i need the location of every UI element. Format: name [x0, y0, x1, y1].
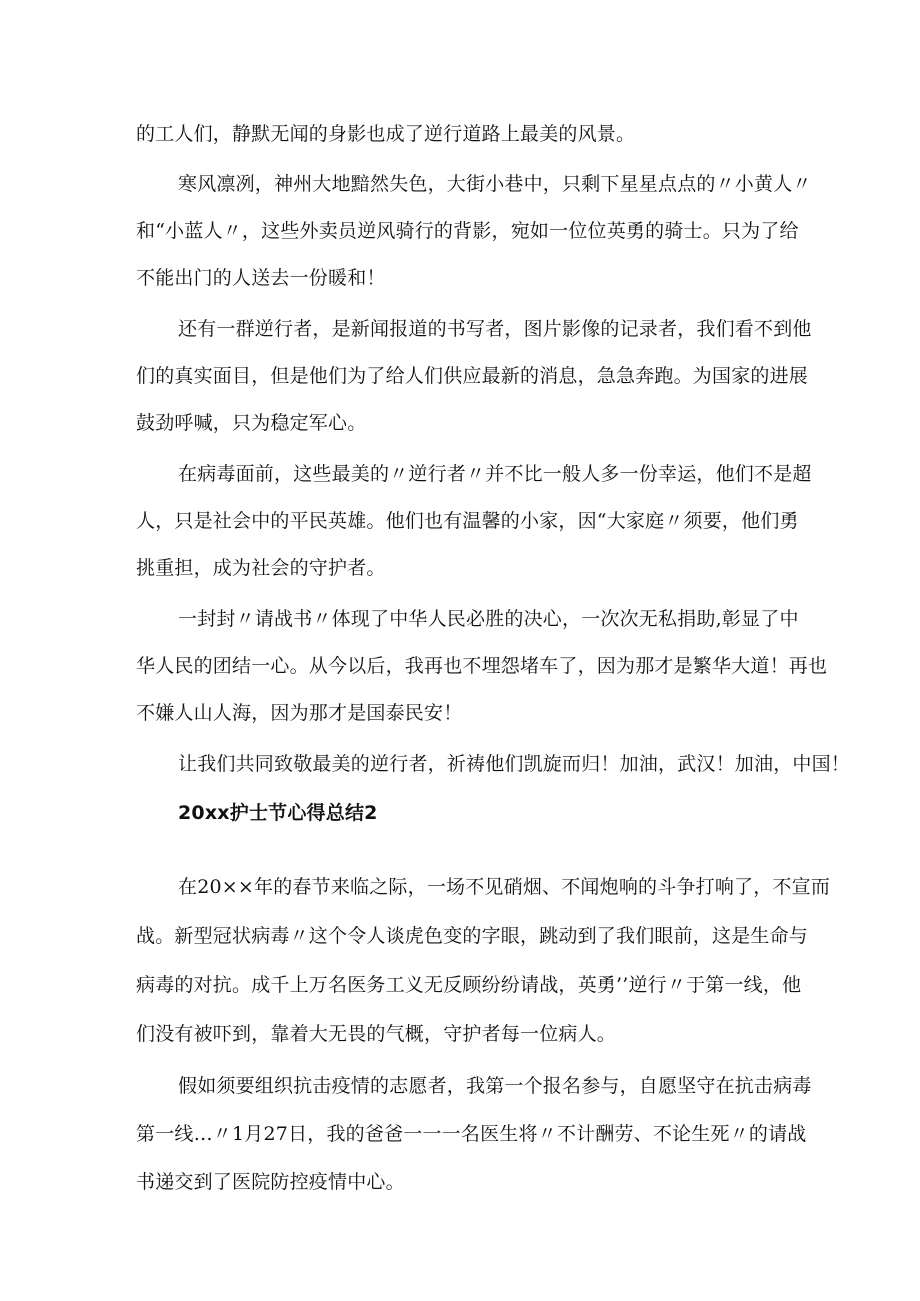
paragraph-line: 的工人们，静默无闻的身影也成了逆行道路上最美的风景。	[136, 123, 636, 145]
paragraph-line: 华人民的团结一心。从今以后，我再也不埋怨堵车了，因为那才是繁华大道！再也	[136, 655, 828, 677]
paragraph-line: 和“小蓝人〃，这些外卖员逆风骑行的背影，宛如一位位英勇的骑士。只为了给	[136, 220, 799, 242]
paragraph-line: 不嫌人山人海，因为那才是国泰民安！	[136, 702, 463, 724]
paragraph-line: 第一线…〃1月27日，我的爸爸一一一名医生将〃不计酬劳、不论生死〃的请战	[136, 1123, 807, 1145]
paragraph-line: 们没有被吓到，靠着大无畏的气概，守护者每一位病人。	[136, 1023, 617, 1045]
paragraph-line: 人，只是社会中的平民英雄。他们也有温馨的小家，因“大家庭〃须要，他们勇	[136, 510, 799, 532]
section-heading: 20xx护士节心得总结2	[178, 802, 378, 824]
paragraph-line: 书递交到了医院防控疫情中心。	[136, 1171, 405, 1193]
paragraph-line: 们的真实面目，但是他们为了给人们供应最新的消息，急急奔跑。为国家的进展	[136, 365, 809, 387]
paragraph-line: 在20××年的春节来临之际，一场不见硝烟、不闻炮响的斗争打响了，不宣而	[178, 876, 831, 898]
paragraph-line: 在病毒面前，这些最美的〃逆行者〃并不比一般人多一份幸运，他们不是超	[178, 463, 812, 485]
paragraph-line: 挑重担，成为社会的守护者。	[136, 557, 386, 579]
paragraph-line: 病毒的对抗。成千上万名医务工义无反顾纷纷请战，英勇’’逆行〃于第一线，他	[136, 974, 802, 996]
paragraph-line: 还有一群逆行者，是新闻报道的书写者，图片影像的记录者，我们看不到他	[178, 318, 812, 340]
paragraph-line: 战。新型冠状病毒〃这个令人谈虎色变的字眼，跳动到了我们眼前，这是生命与	[136, 925, 809, 947]
paragraph-line: 一封封〃请战书〃体现了中华人民必胜的决心，一次次无私捐助,彰显了中	[178, 608, 799, 630]
paragraph-line: 假如须要组织抗击疫情的志愿者，我第一个报名参与，自愿坚守在抗击病毒	[178, 1075, 812, 1097]
paragraph-line: 让我们共同致敬最美的逆行者，祈祷他们凯旋而归！加油，武汉！加油，中国！	[178, 753, 851, 775]
paragraph-line: 不能出门的人送去一份暖和！	[136, 267, 386, 289]
paragraph-line: 鼓劲呼喊，只为稳定军心。	[136, 412, 367, 434]
paragraph-line: 寒风凛冽，神州大地黯然失色，大街小巷中，只剩下星星点点的〃小黄人〃	[178, 173, 812, 195]
